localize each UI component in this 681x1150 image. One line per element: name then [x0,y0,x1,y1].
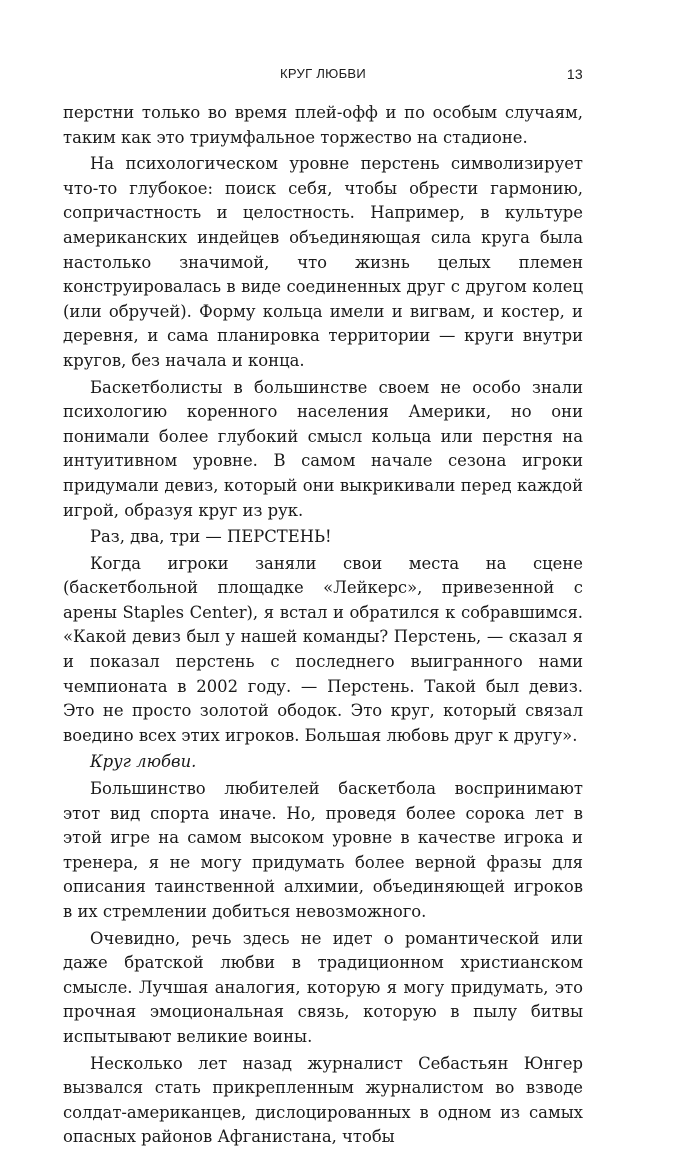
paragraph: Несколько лет назад журналист Себастьян Юнгер вызвался стать прикрепленным журналистом во взводе солдат-американцев, дислоцированных в одном из самых опасных районов Афганистана, чтобы [63,1053,583,1147]
chapter-title: КРУГ ЛЮБВИ [279,66,367,81]
page-number: 13 [566,66,583,82]
body-text [63,101,583,1150]
paragraph-italic: Круг любви. [90,752,197,772]
paragraph: перстни только во время плей-офф и по особым случаям, таким как это триумфальное торжество на стадионе. [63,103,583,147]
running-header [63,66,583,86]
paragraph: Очевидно, речь здесь не идет о романтической или даже братской любви в традиционном христианском смысле. Лучшая аналогия, которую я могу придумать, это прочная эмоциональная связь, которую в пылу битвы испытывают великие воины. [63,928,583,1046]
paragraph: Когда игроки заняли свои места на сцене (баскетбольной площадке «Лейкерс», привезенной с арены Staples Center), я встал и обратился к собравшимся. «Какой девиз был у нашей команды? Перстень, — сказал я и показал перстень с последнего выигранного нами чемпионата в 2002 году. — Перстень. Такой был девиз. Это не просто золотой ободок. Это круг, который связал воедино всех этих игроков. Большая любовь друг к другу». [63,553,583,745]
paragraph: На психологическом уровне перстень символизирует что-то глубокое: поиск себя, чтобы обрести гармонию, сопричастность и целостность. Например, в культуре американских индейцев объединяющая сила круга была настолько значимой, что жизнь целых племен конструировалась в виде соединенных друг с другом колец (или обручей). Форму кольца имели и вигвам, и костер, и деревня, и сама планировка территории — круги внутри кругов, без начала и конца. [63,154,583,370]
paragraph: Баскетболисты в большинстве своем не особо знали психологию коренного населения Америки, но они понимали более глубокий смысл кольца или перстня на интуитивном уровне. В самом начале сезона игроки придумали девиз, который они выкрикивали перед каждой игрой, образуя круг из рук. [63,377,583,520]
paragraph: Раз, два, три — ПЕРСТЕНЬ! [90,527,332,547]
paragraph: Большинство любителей баскетбола воспринимают этот вид спорта иначе. Но, проведя более сорока лет в этой игре на самом высоком уровне в качестве игрока и тренера, я не могу придумать более верной фразы для описания таинственной алхимии, объединяющей игроков в их стремлении добиться невозможного. [63,779,583,921]
